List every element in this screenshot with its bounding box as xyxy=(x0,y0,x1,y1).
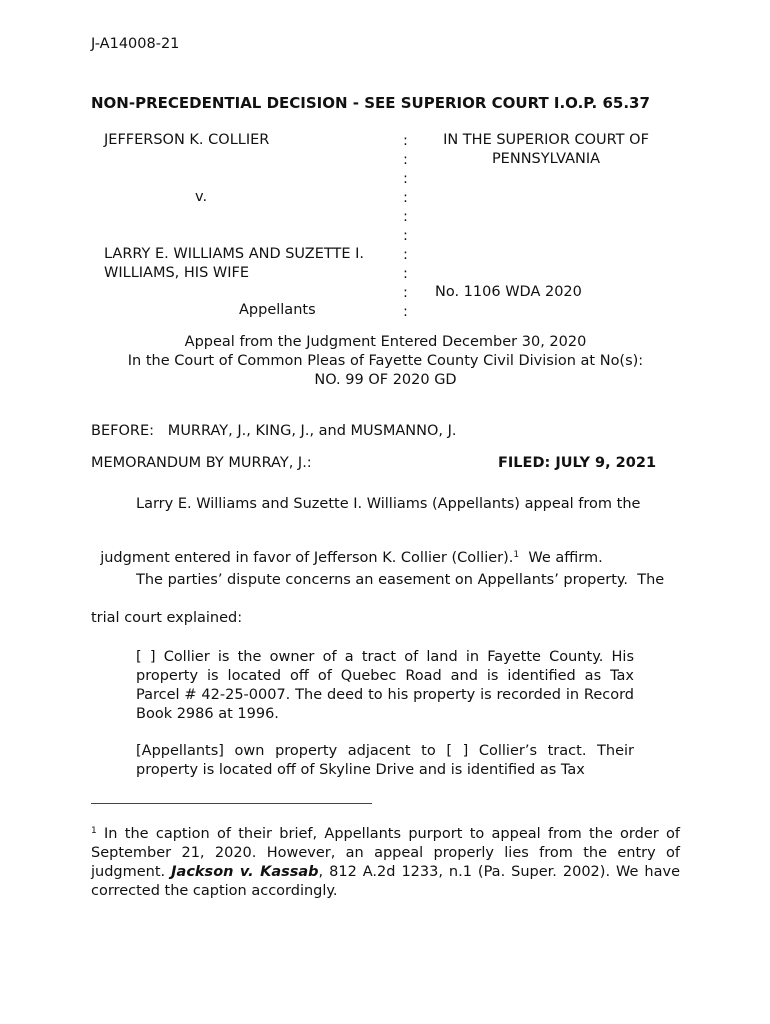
caption-colon: : xyxy=(403,228,408,244)
footnote-marker: 1 xyxy=(91,826,97,836)
block-quote-1: [ ] Collier is the owner of a tract of land in Fayette County. His property is located off of Quebec Road and is identified as Tax Parcel # 42-25-0007. The deed to his property is recorded in Record Book 2986 at 1996. xyxy=(136,649,634,722)
footnote-text-b: , 812 A.2d 1233, n.1 (Pa. Super. 2002). We have corrected the caption accordingly. xyxy=(91,864,680,899)
appeal-line2: In the Court of Common Pleas of Fayette County Civil Division at No(s): xyxy=(127,353,644,369)
caption-colon-column xyxy=(403,132,413,322)
caption-defendants-line1: LARRY E. WILLIAMS AND SUZETTE I. xyxy=(104,246,365,262)
caption-court-line2: PENNSYLVANIA xyxy=(491,151,601,167)
decision-header: NON-PRECEDENTIAL DECISION - SEE SUPERIOR COURT I.O.P. 65.37 xyxy=(91,94,650,112)
caption-colon: : xyxy=(403,171,408,187)
caption-plaintiff: JEFFERSON K. COLLIER xyxy=(104,132,270,148)
caption-colon: : xyxy=(403,285,408,301)
caption-colon: : xyxy=(403,266,408,282)
caption-colon: : xyxy=(403,209,408,225)
panel-before: BEFORE: MURRAY, J., KING, J., and MUSMANNO, J. xyxy=(91,423,457,439)
caption-colon: : xyxy=(403,304,408,320)
paragraph1-text: judgment entered in favor of Jefferson K. Collier (Collier). xyxy=(100,550,514,566)
memorandum-author: MEMORANDUM BY MURRAY, J.: xyxy=(91,455,312,471)
paragraph2-line1: The parties’ dispute concerns an easement on Appellants’ property. The xyxy=(136,572,665,588)
footnote-reference[interactable]: 1 xyxy=(513,550,520,560)
caption-docket-number: No. 1106 WDA 2020 xyxy=(435,284,582,300)
caption-versus: v. xyxy=(195,189,208,205)
footnote-divider xyxy=(91,803,372,804)
caption-defendants-line2: WILLIAMS, HIS WIFE xyxy=(104,265,250,281)
caption-appellants: Appellants xyxy=(239,302,316,318)
caption-colon: : xyxy=(403,152,408,168)
footnote-text-a: In the caption of their brief, Appellants purport to appeal from the order of September 21, 2020. However, an appeal properly lies from the entry of judgment. xyxy=(91,826,680,880)
footnote-case-name: Jackson v. Kassab xyxy=(171,864,319,880)
document-id: J-A14008-21 xyxy=(91,36,180,52)
paragraph2-line2: trial court explained: xyxy=(91,610,243,626)
caption-court-line1: IN THE SUPERIOR COURT OF xyxy=(443,132,649,148)
appeal-line3: NO. 99 OF 2020 GD xyxy=(314,372,457,388)
footnote-1 xyxy=(91,825,680,901)
paragraph1-line1: Larry E. Williams and Suzette I. Williams (Appellants) appeal from the xyxy=(136,496,641,512)
caption-colon: : xyxy=(403,190,408,206)
paragraph1-line2 xyxy=(91,534,603,566)
filed-date: FILED: JULY 9, 2021 xyxy=(498,455,657,471)
appeal-line1: Appeal from the Judgment Entered December 30, 2020 xyxy=(184,334,587,350)
caption-colon: : xyxy=(403,247,408,263)
paragraph1-text-end: We affirm. xyxy=(519,550,603,566)
block-quote-2: [Appellants] own property adjacent to [ ] Collier’s tract. Their property is located off of Skyline Drive and is identified as Tax xyxy=(136,743,634,778)
caption-colon: : xyxy=(403,133,408,149)
